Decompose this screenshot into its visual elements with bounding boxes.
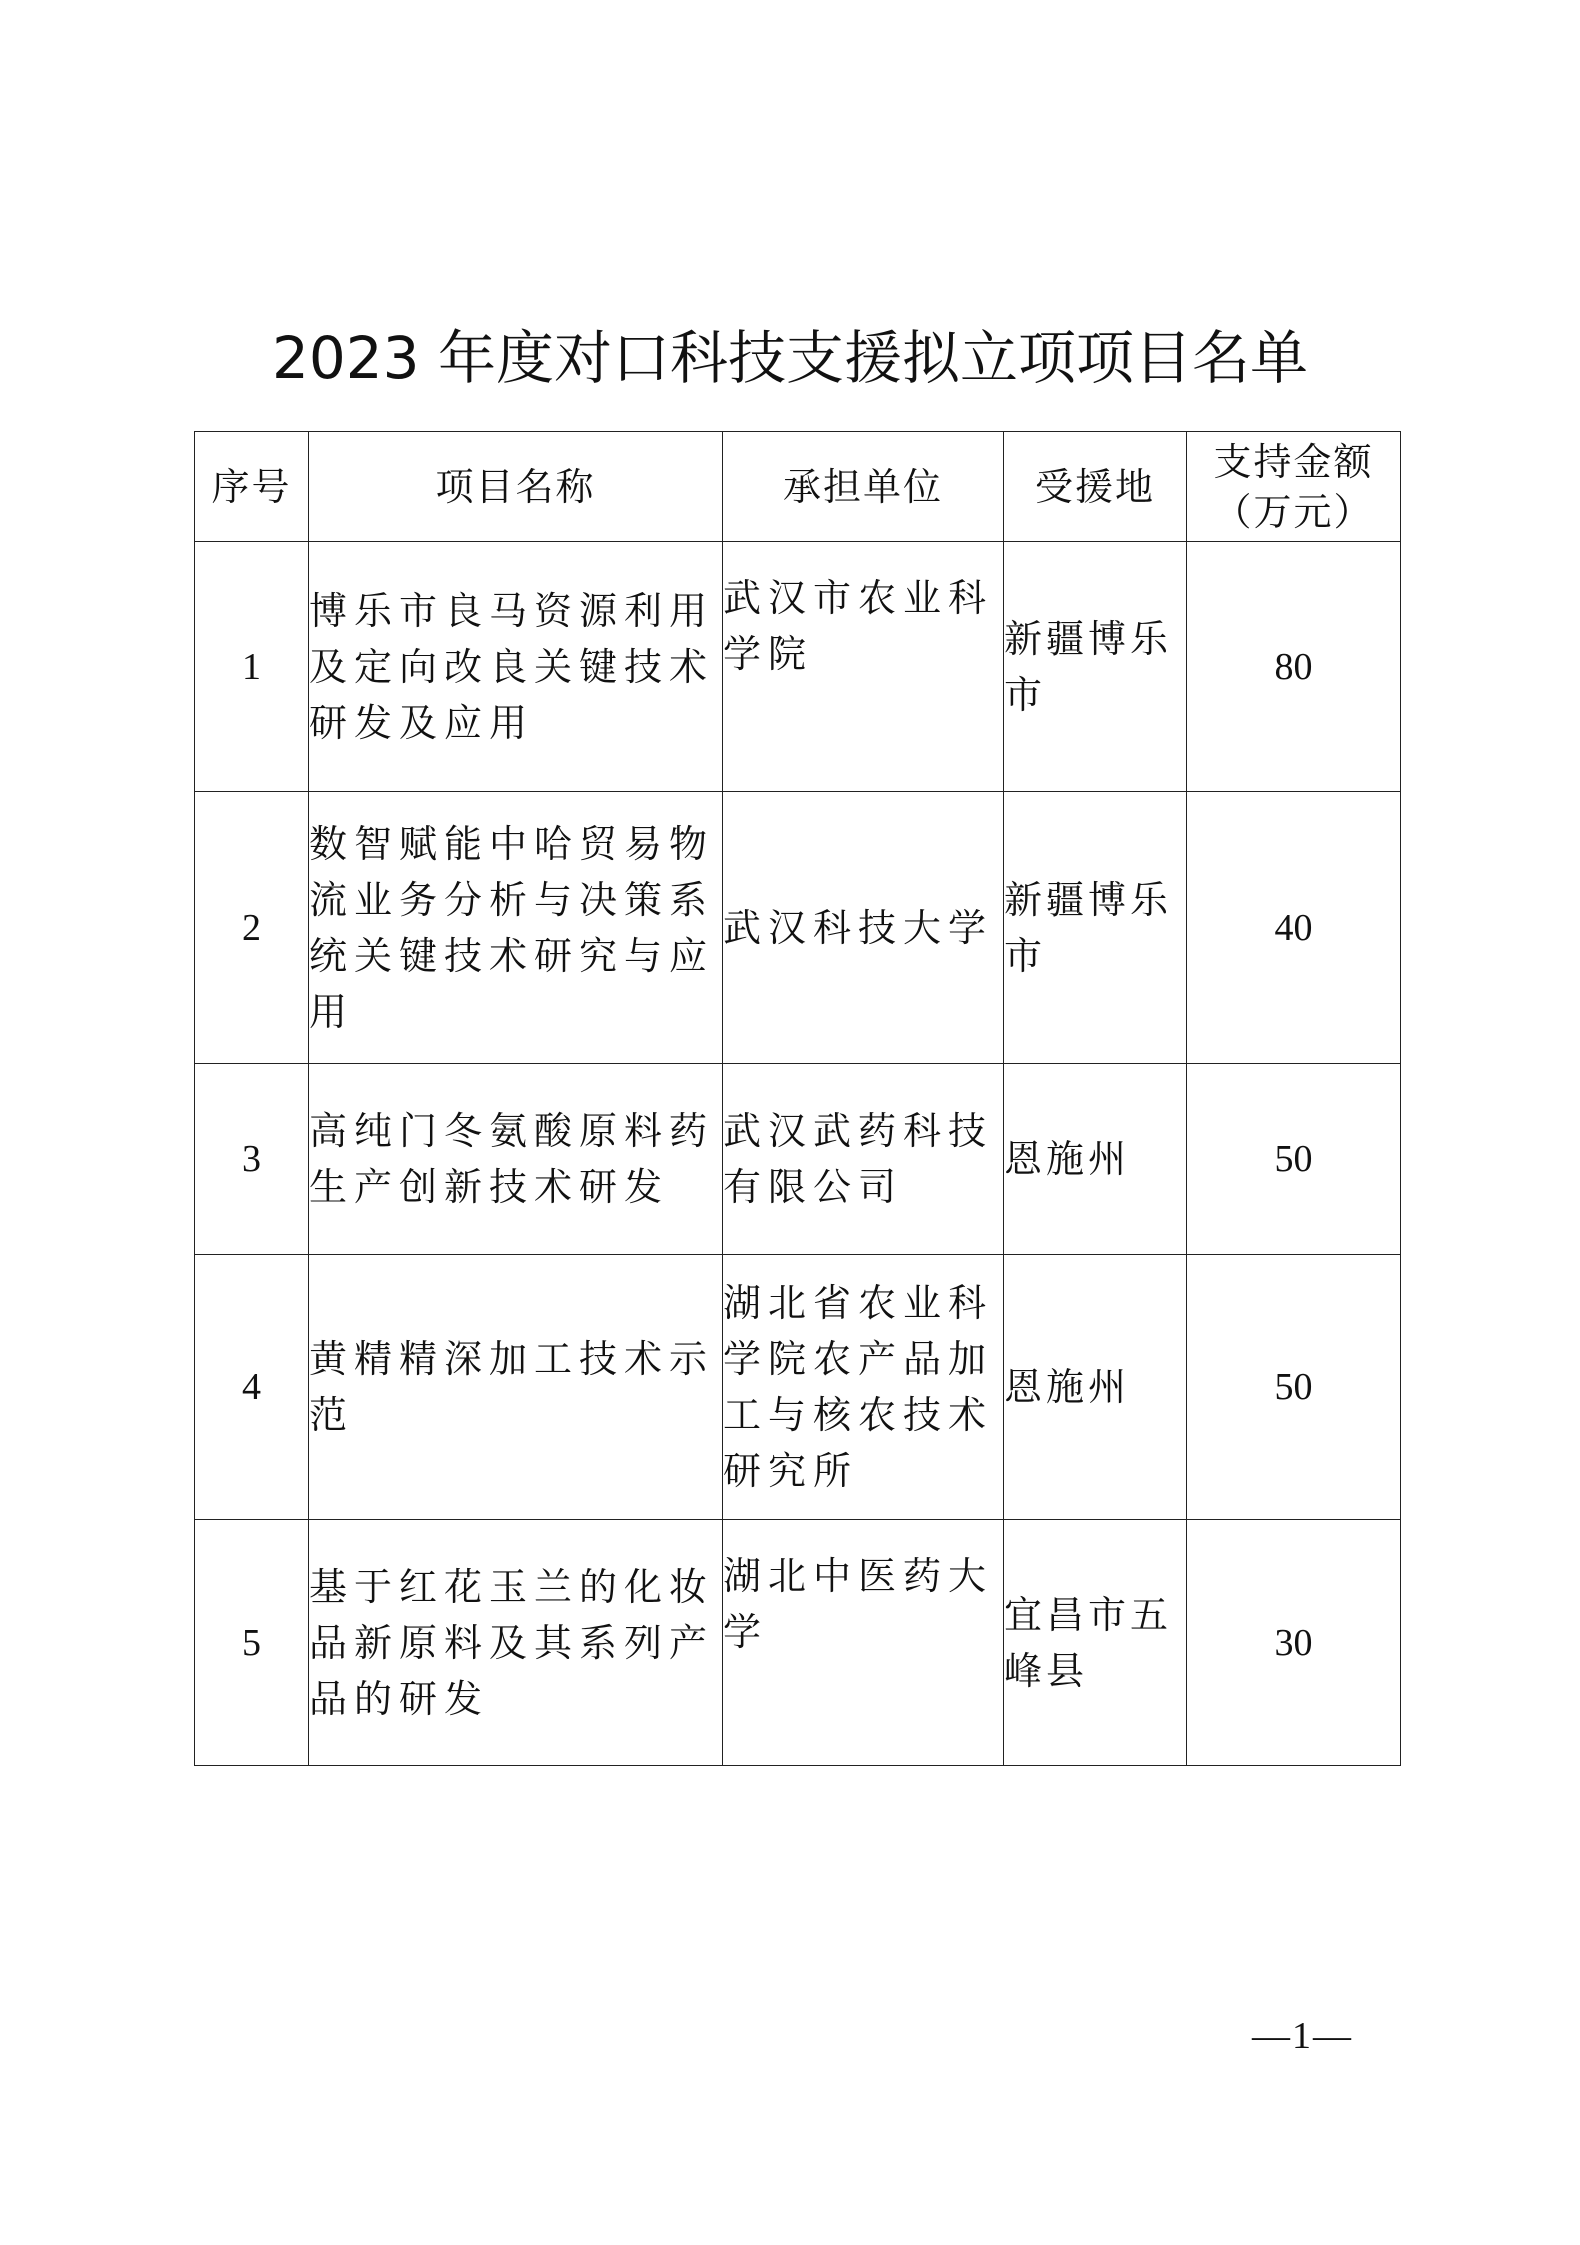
table-row [195, 1255, 1401, 1520]
row-project-name: 数智赋能中哈贸易物流业务分析与决策系统关键技术研究与应用 [309, 792, 723, 1064]
row-undertaking-unit: 武汉市农业科学院 [723, 542, 1004, 792]
header-aided-region: 受援地 [1004, 432, 1187, 542]
row-undertaking-unit: 武汉武药科技有限公司 [723, 1064, 1004, 1255]
row-index: 2 [195, 792, 309, 1064]
project-list-table [194, 431, 1401, 1766]
row-undertaking-unit: 湖北省农业科学院农产品加工与核农技术研究所 [723, 1255, 1004, 1520]
row-project-name: 博乐市良马资源利用及定向改良关键技术研发及应用 [309, 542, 723, 792]
row-index: 1 [195, 542, 309, 792]
header-support-amount [1187, 432, 1401, 542]
table-row [195, 1064, 1401, 1255]
row-support-amount: 30 [1187, 1520, 1401, 1766]
row-project-name: 黄精精深加工技术示范 [309, 1255, 723, 1520]
header-amount-line2: （万元） [1213, 489, 1374, 534]
row-aided-region: 恩施州 [1004, 1255, 1187, 1520]
row-index: 3 [195, 1064, 309, 1255]
row-aided-region: 新疆博乐市 [1004, 542, 1187, 792]
row-aided-region: 恩施州 [1004, 1064, 1187, 1255]
table-row [195, 792, 1401, 1064]
row-project-name: 高纯门冬氨酸原料药生产创新技术研发 [309, 1064, 723, 1255]
row-support-amount: 50 [1187, 1255, 1401, 1520]
table-header-row [195, 432, 1401, 542]
header-project-name: 项目名称 [309, 432, 723, 542]
table-row [195, 1520, 1401, 1766]
row-undertaking-unit: 武汉科技大学 [723, 792, 1004, 1064]
page-number: —1— [1252, 2015, 1353, 2057]
header-undertaking-unit: 承担单位 [723, 432, 1004, 542]
table-row [195, 542, 1401, 792]
row-undertaking-unit: 湖北中医药大学 [723, 1520, 1004, 1766]
page-title: 2023 年度对口科技支援拟立项项目名单 [271, 324, 1309, 392]
row-aided-region: 新疆博乐市 [1004, 792, 1187, 1064]
row-support-amount: 40 [1187, 792, 1401, 1064]
header-index: 序号 [195, 432, 309, 542]
header-amount-line1: 支持金额 [1213, 439, 1374, 484]
row-support-amount: 80 [1187, 542, 1401, 792]
row-index: 4 [195, 1255, 309, 1520]
row-aided-region: 宜昌市五峰县 [1004, 1520, 1187, 1766]
row-index: 5 [195, 1520, 309, 1766]
row-support-amount: 50 [1187, 1064, 1401, 1255]
row-project-name: 基于红花玉兰的化妆品新原料及其系列产品的研发 [309, 1520, 723, 1766]
